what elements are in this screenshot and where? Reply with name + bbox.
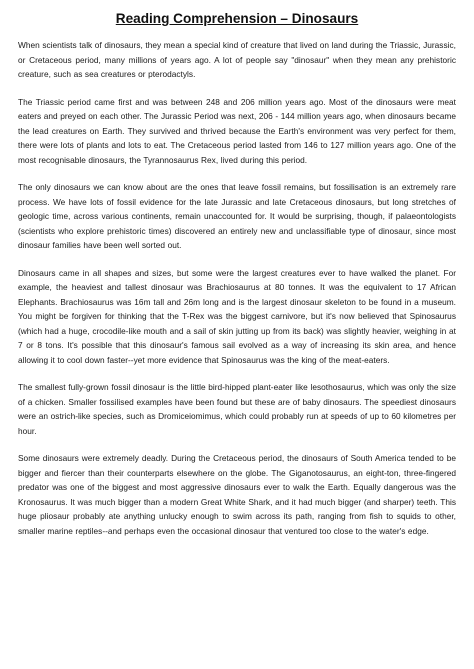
- paragraph-smallest-speediest: The smallest fully-grown fossil dinosaur is the little bird-hipped plant-eater like lesothosaurus, which was only the size of a chicken. Smaller fossilised examples have been found but these are of baby dinosaurs. The speediest dinosaurs were an ostrich-like species, such as Dromiceiomimus, which could probably run at speeds of up to 60 kilometres per hour.: [18, 382, 456, 436]
- paragraph-sizes: Dinosaurs came in all shapes and sizes, but some were the largest creatures ever to have walked the planet. For example, the heaviest and tallest dinosaur was Brachiosaurus at 80 tonnes. It was the equivalent to 17 African Elephants. Brachiosaurus was 16m tall and 26m long and is the largest dinosaur skeleton to be found in a museum. You might be forgiven for thinking that the T-Rex was the biggest carnivore, but it's now believed that Spinosaurus (which had a huge, crocodile-like mouth and a sail of skin jutting up from its back) was slightly heavier, weighing in at 7 or 8 tons. It's possible that this dinosaur's famous sail evolved as a way of increasing its skin area, and hence allowing it to cool down faster--yet more evidence that Spinosaurus was the king of the meat-eaters.: [18, 267, 456, 365]
- paragraph-intro: When scientists talk of dinosaurs, they mean a special kind of creature that lived on land during the Triassic, Jurassic, or Cretaceous period, many millions of years ago. A lot of people say "dinosaur" when they mean any prehistoric creature, such as sea creatures or pterodactyls.: [18, 40, 456, 79]
- paragraph-fossils: The only dinosaurs we can know about are the ones that leave fossil remains, but fossilisation is an extremely rare process. We have lots of fossil evidence for the late Jurassic and late Cretaceous dinosaurs, but long stretches of geologic time, across various continents, remain unaccounted for. It would be surprising, though, if palaeontologists (scientists who explore prehistoric times) discovered an entirely new and unclassifiable type of dinosaur, since most dinosaur families have been well sorted out.: [18, 182, 456, 250]
- page-title: Reading Comprehension – Dinosaurs: [115, 11, 359, 26]
- paragraph-periods: The Triassic period came first and was between 248 and 206 million years ago. Most of the dinosaurs were meat eaters and preyed on each other. The Jurassic Period was next, 206 - 144 million years ago, when dinosaurs became the lead creatures on Earth. They survived and thrived because the Earth's environment was very perfect for them, there were lots of plants and lots to eat. The Cretaceous period lasted from 146 to 127 million years ago. One of the most recognisable dinosaurs, the Tyrannosaurus Rex, lived during this period.: [18, 96, 456, 165]
- paragraph-deadly: Some dinosaurs were extremely deadly. During the Cretaceous period, the dinosaurs of South America tended to be bigger and fiercer than their counterparts elsewhere on the globe. The Giganotosaurus, an eight-ton, three-fingered predator was one of the biggest and most aggressive dinosaurs ever to walk the Earth. Equally dangerous was the Kronosaurus. It was much bigger than a modern Great White Shark, and it had much bigger (and sharper) teeth. This huge pliosaur probably ate anything unlucky enough to swim across its path, ranging from fish to squids to other, smaller marine reptiles--and perhaps even the occasional dinosaur that ventured too close to the water's edge.: [18, 453, 456, 536]
